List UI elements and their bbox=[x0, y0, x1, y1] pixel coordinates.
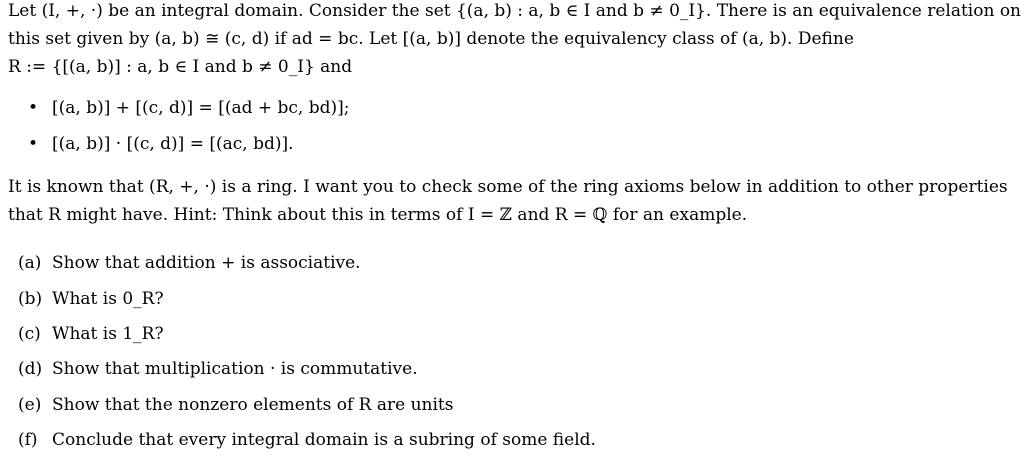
question-item-d bbox=[18, 358, 1024, 380]
question-text: What is 0_R? bbox=[52, 289, 164, 309]
question-text: Conclude that every integral domain is a subring of some field. bbox=[52, 430, 596, 450]
question-item-e bbox=[18, 394, 1024, 416]
bullet-item-multiplication bbox=[28, 133, 1024, 155]
question-item-c bbox=[18, 323, 1024, 345]
question-label: (f) bbox=[18, 430, 38, 450]
question-text: Show that the nonzero elements of R are units bbox=[52, 395, 454, 415]
bullet-marker: • bbox=[28, 134, 39, 154]
intro-line-3: R := {[(a, b)] : a, b ∈ I and b ≠ 0_I} and bbox=[8, 57, 353, 77]
question-label: (b) bbox=[18, 289, 43, 309]
intro-line-2: this set given by (a, b) ≅ (c, d) if ad = bc. Let [(a, b)] denote the equivalency class of (a, b). Define bbox=[8, 29, 854, 49]
ring-line-1: It is known that (R, +, ·) is a ring. I want you to check some of the ring axioms below in addition to other properties bbox=[8, 177, 1008, 197]
question-text: Show that multiplication · is commutative. bbox=[52, 359, 418, 379]
bullet-marker: • bbox=[28, 98, 39, 118]
question-label: (a) bbox=[18, 253, 42, 273]
ring-line-2: that R might have. Hint: Think about this in terms of I = ℤ and R = ℚ for an example. bbox=[8, 205, 748, 225]
question-item-f bbox=[18, 429, 1024, 451]
question-text: What is 1_R? bbox=[52, 324, 164, 344]
question-item-b bbox=[18, 288, 1024, 310]
intro-line-1: Let (I, +, ·) be an integral domain. Consider the set {(a, b) : a, b ∈ I and b ≠ 0_I}. There is an equivalence relation on bbox=[8, 1, 1022, 21]
question-item-a bbox=[18, 252, 1024, 274]
bullet-item-addition bbox=[28, 97, 1024, 119]
bullet-text: [(a, b)] + [(c, d)] = [(ad + bc, bd)]; bbox=[52, 98, 350, 118]
question-label: (d) bbox=[18, 359, 43, 379]
question-text: Show that addition + is associative. bbox=[52, 253, 361, 273]
bullet-text: [(a, b)] · [(c, d)] = [(ac, bd)]. bbox=[52, 134, 294, 154]
question-label: (e) bbox=[18, 395, 42, 415]
question-label: (c) bbox=[18, 324, 41, 344]
